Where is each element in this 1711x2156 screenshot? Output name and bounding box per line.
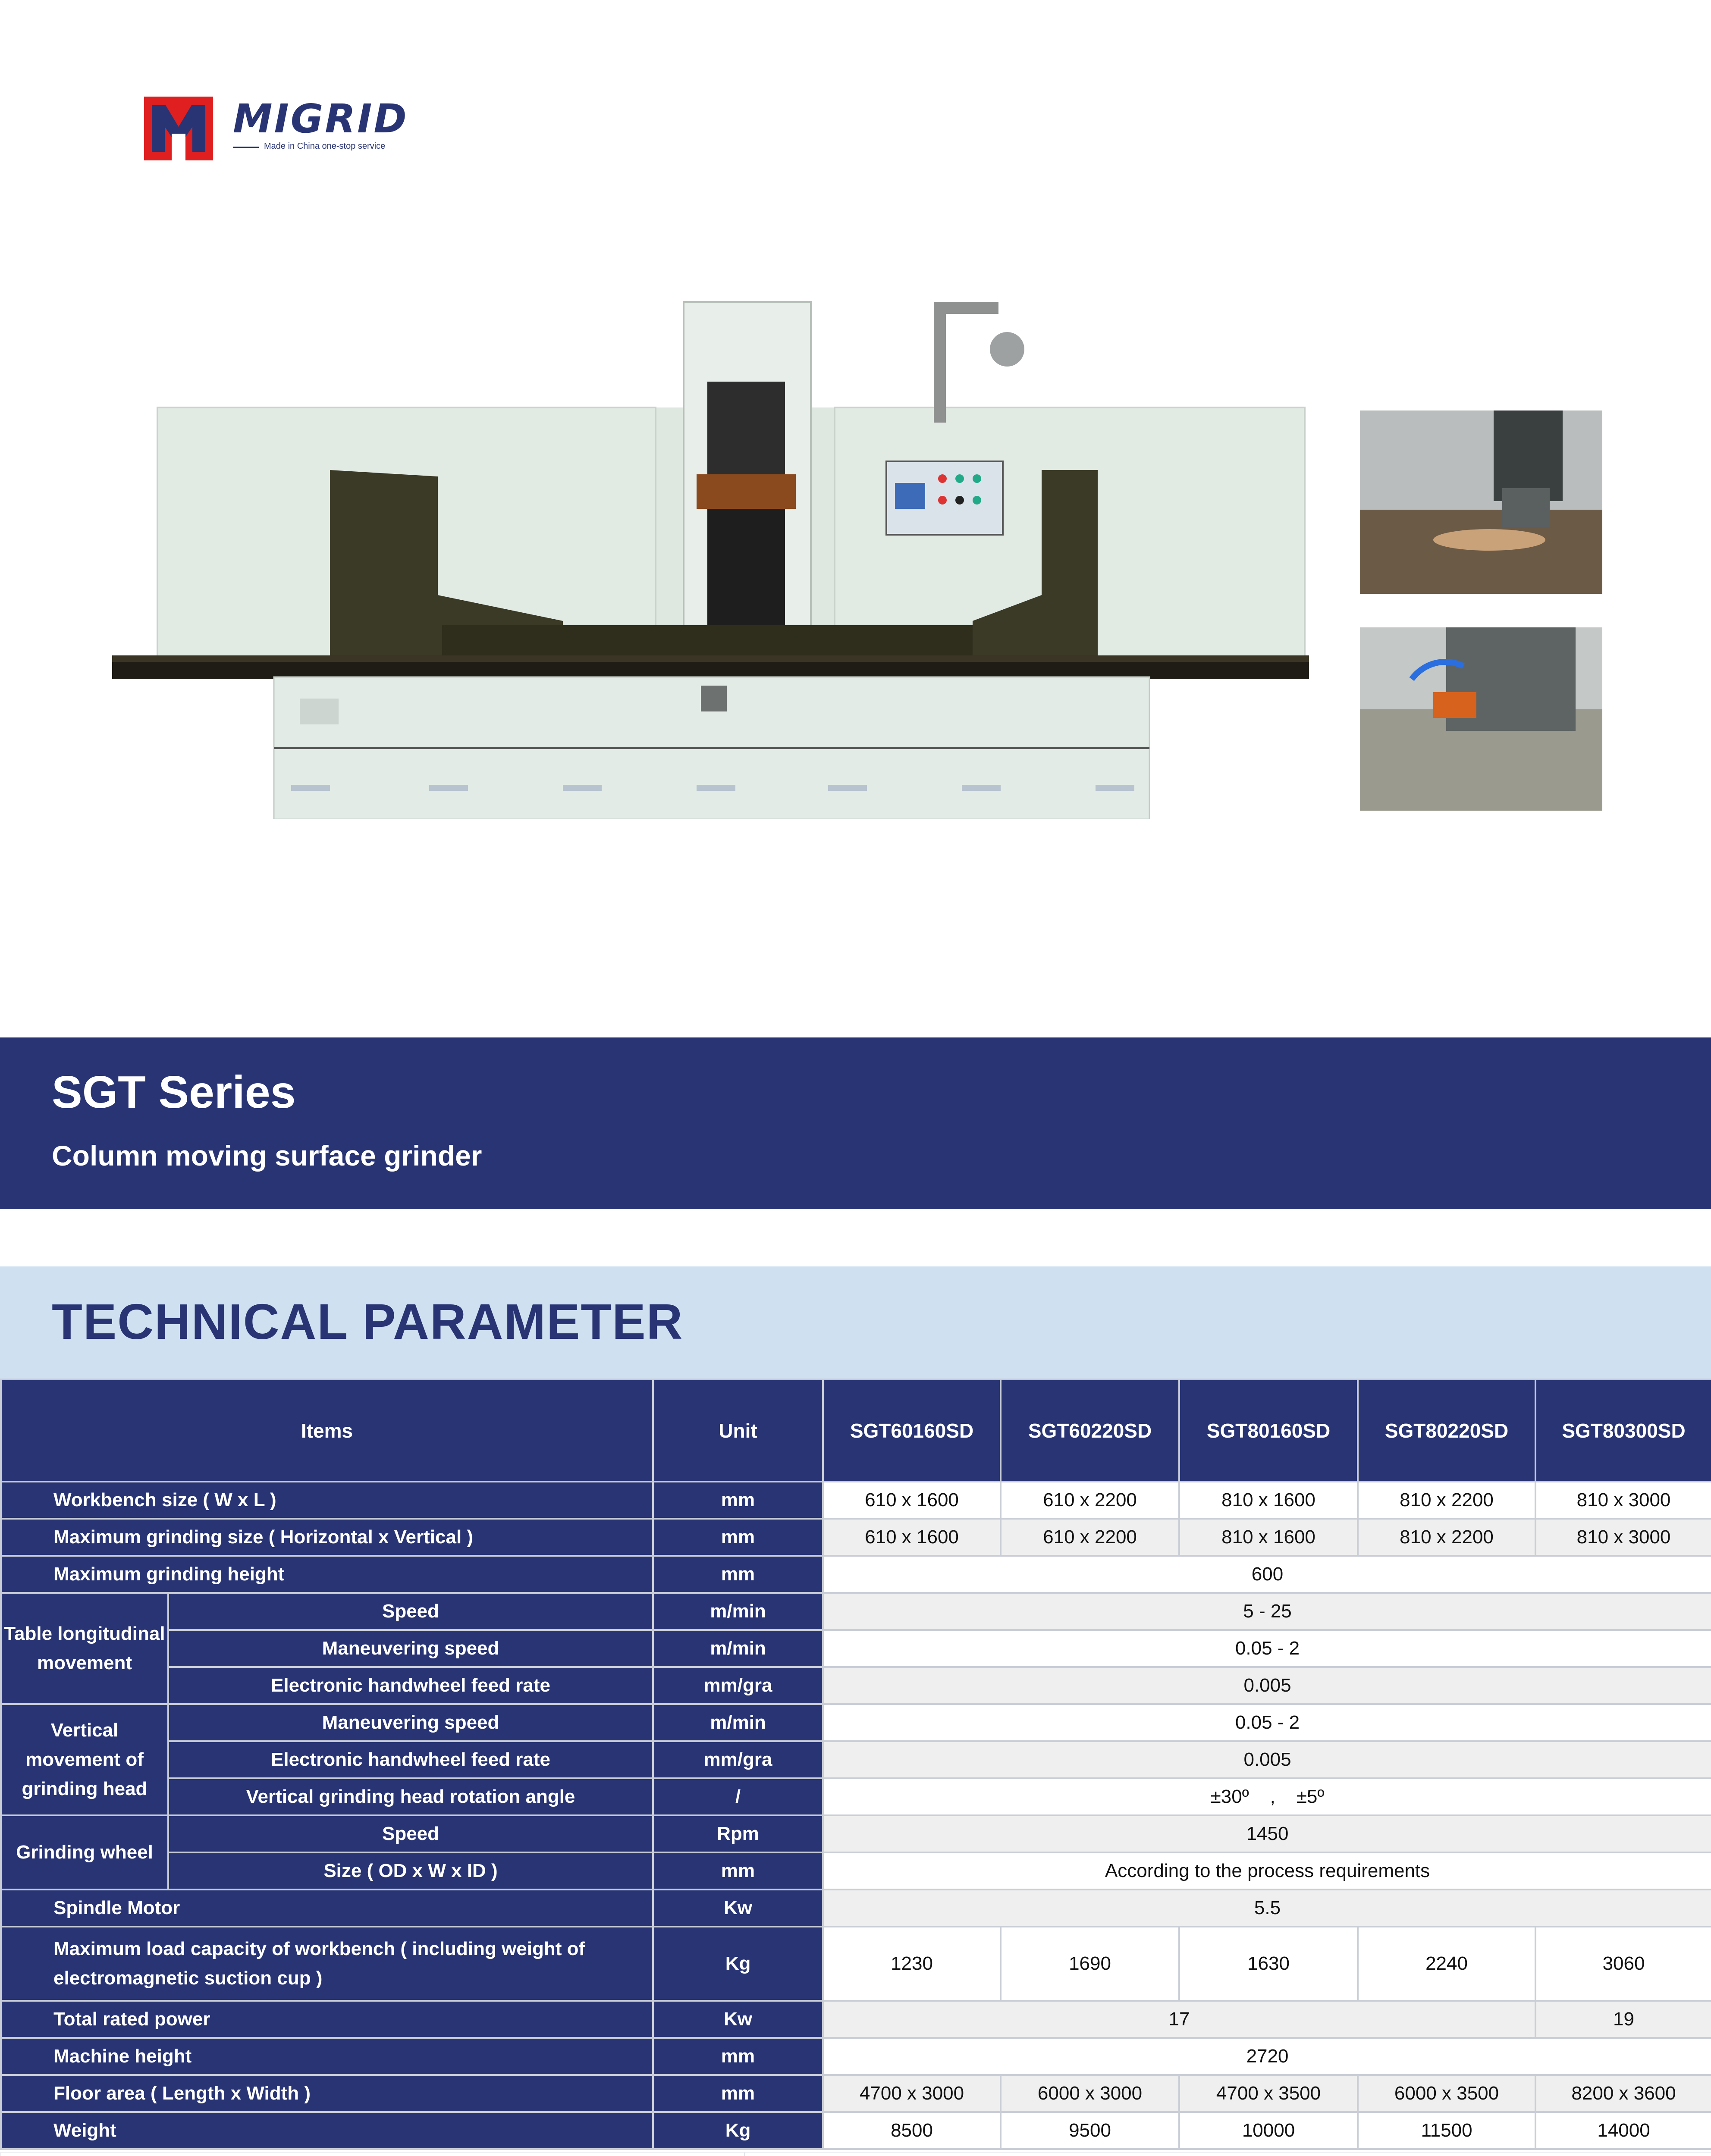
table-row bbox=[1, 1927, 1711, 2001]
grinder-machine-image bbox=[110, 285, 1309, 819]
cell-value: 1690 bbox=[1001, 1927, 1179, 2001]
cell-value: 0.005 bbox=[823, 1741, 1711, 1778]
table-row bbox=[1, 1482, 1711, 1519]
row-label: Electronic handwheel feed rate bbox=[168, 1667, 653, 1704]
row-unit: m/min bbox=[653, 1704, 823, 1741]
cell-value: 1230 bbox=[823, 1927, 1001, 2001]
cell-value: 610 x 2200 bbox=[1001, 1482, 1179, 1519]
row-label: Vertical grinding head rotation angle bbox=[168, 1778, 653, 1815]
spec-table bbox=[0, 1379, 1711, 2150]
row-unit: m/min bbox=[653, 1630, 823, 1667]
row-unit: mm bbox=[653, 2038, 823, 2075]
brand-tagline: Made in China one-stop service bbox=[264, 141, 386, 151]
row-label: Size ( OD x W x ID ) bbox=[168, 1852, 653, 1890]
table-header-row bbox=[1, 1379, 1711, 1482]
row-unit: mm bbox=[653, 1852, 823, 1890]
row-label: Speed bbox=[168, 1815, 653, 1852]
header-model: SGT80300SD bbox=[1535, 1379, 1711, 1482]
cell-value: 0.05 - 2 bbox=[823, 1630, 1711, 1667]
cell-value: 1450 bbox=[823, 1815, 1711, 1852]
row-label: Floor area ( Length x Width ) bbox=[1, 2075, 653, 2112]
series-title: SGT Series bbox=[52, 1067, 296, 1118]
table-row bbox=[1, 1630, 1711, 1667]
row-label: Maneuvering speed bbox=[168, 1630, 653, 1667]
header-model: SGT60160SD bbox=[823, 1379, 1001, 1482]
cell-value: 17 bbox=[823, 2001, 1535, 2038]
header-model: SGT80160SD bbox=[1179, 1379, 1358, 1482]
cell-value: 6000 x 3000 bbox=[1001, 2075, 1179, 2112]
series-subtitle: Column moving surface grinder bbox=[52, 1140, 482, 1172]
row-unit: / bbox=[653, 1778, 823, 1815]
row-unit: Kg bbox=[653, 2112, 823, 2149]
cell-value: 6000 x 3500 bbox=[1358, 2075, 1535, 2112]
cell-value: 11500 bbox=[1358, 2112, 1535, 2149]
cell-value: 4700 x 3000 bbox=[823, 2075, 1001, 2112]
header-model: SGT80220SD bbox=[1358, 1379, 1535, 1482]
cell-value: 810 x 3000 bbox=[1535, 1519, 1711, 1556]
table-row bbox=[1, 2075, 1711, 2112]
row-unit: Kg bbox=[653, 1927, 823, 2001]
accessories-table bbox=[0, 2152, 1711, 2156]
cell-value: 3060 bbox=[1535, 1927, 1711, 2001]
row-label: Total rated power bbox=[1, 2001, 653, 2038]
cell-value: 9500 bbox=[1001, 2112, 1179, 2149]
row-unit: Kw bbox=[653, 2001, 823, 2038]
row-unit: mm bbox=[653, 1482, 823, 1519]
cell-value: 5 - 25 bbox=[823, 1593, 1711, 1630]
row-unit: Kw bbox=[653, 1890, 823, 1927]
cell-value: 810 x 2200 bbox=[1358, 1519, 1535, 1556]
grinding-process-photo bbox=[1360, 411, 1602, 594]
row-label: Spindle Motor bbox=[1, 1890, 653, 1927]
brand-underline bbox=[233, 147, 259, 148]
cell-value: 5.5 bbox=[823, 1890, 1711, 1927]
cell-value: 2240 bbox=[1358, 1927, 1535, 2001]
table-row bbox=[1, 1667, 1711, 1704]
cell-value: 610 x 1600 bbox=[823, 1519, 1001, 1556]
standard-accessory-title bbox=[1, 2152, 744, 2156]
migrid-logo-mark bbox=[144, 97, 213, 160]
tech-parameter-title: TECHNICAL PARAMETER bbox=[52, 1294, 684, 1350]
row-label: Maximum grinding height bbox=[1, 1556, 653, 1593]
row-unit: mm bbox=[653, 2075, 823, 2112]
table-row bbox=[1, 1778, 1711, 1815]
row-label: Machine height bbox=[1, 2038, 653, 2075]
cell-value: 600 bbox=[823, 1556, 1711, 1593]
row-label: Speed bbox=[168, 1593, 653, 1630]
table-row bbox=[1, 2038, 1711, 2075]
table-row bbox=[1, 2001, 1711, 2038]
accessories-header-row bbox=[1, 2152, 1711, 2156]
group-label: Vertical movement of grinding head bbox=[1, 1704, 168, 1815]
optional-accessories-title bbox=[744, 2152, 1711, 2156]
cell-value: 8500 bbox=[823, 2112, 1001, 2149]
cell-value: ±30º , ±5º bbox=[823, 1778, 1711, 1815]
row-label: Maximum load capacity of workbench ( including weight of electromagnetic suction cup ) bbox=[1, 1927, 653, 2001]
row-unit: Rpm bbox=[653, 1815, 823, 1852]
cell-value: 14000 bbox=[1535, 2112, 1711, 2149]
header-items: Items bbox=[1, 1379, 653, 1482]
row-label: Workbench size ( W x L ) bbox=[1, 1482, 653, 1519]
header-model: SGT60220SD bbox=[1001, 1379, 1179, 1482]
group-label: Grinding wheel bbox=[1, 1815, 168, 1890]
table-row bbox=[1, 1852, 1711, 1890]
cell-value: 0.005 bbox=[823, 1667, 1711, 1704]
cell-value: 810 x 1600 bbox=[1179, 1482, 1358, 1519]
row-label: Electronic handwheel feed rate bbox=[168, 1741, 653, 1778]
row-label: Maximum grinding size ( Horizontal x Vertical ) bbox=[1, 1519, 653, 1556]
cell-value: 2720 bbox=[823, 2038, 1711, 2075]
row-unit: mm bbox=[653, 1556, 823, 1593]
table-row bbox=[1, 1704, 1711, 1741]
row-unit: mm bbox=[653, 1519, 823, 1556]
table-row bbox=[1, 1519, 1711, 1556]
cell-value: 19 bbox=[1535, 2001, 1711, 2038]
cell-value: 610 x 1600 bbox=[823, 1482, 1001, 1519]
table-row bbox=[1, 1890, 1711, 1927]
cell-value: 610 x 2200 bbox=[1001, 1519, 1179, 1556]
cell-value: 810 x 2200 bbox=[1358, 1482, 1535, 1519]
cell-value: According to the process requirements bbox=[823, 1852, 1711, 1890]
table-row bbox=[1, 1741, 1711, 1778]
row-label: Weight bbox=[1, 2112, 653, 2149]
cell-value: 810 x 1600 bbox=[1179, 1519, 1358, 1556]
series-banner bbox=[0, 1037, 1711, 1209]
row-unit: mm/gra bbox=[653, 1741, 823, 1778]
table-row bbox=[1, 2112, 1711, 2149]
table-row bbox=[1, 1556, 1711, 1593]
cell-value: 0.05 - 2 bbox=[823, 1704, 1711, 1741]
cell-value: 10000 bbox=[1179, 2112, 1358, 2149]
table-row bbox=[1, 1815, 1711, 1852]
row-unit: mm/gra bbox=[653, 1667, 823, 1704]
header-unit: Unit bbox=[653, 1379, 823, 1482]
grinding-head-closeup-photo bbox=[1360, 627, 1602, 811]
cell-value: 4700 x 3500 bbox=[1179, 2075, 1358, 2112]
cell-value: 1630 bbox=[1179, 1927, 1358, 2001]
row-label: Maneuvering speed bbox=[168, 1704, 653, 1741]
group-label: Table longitudinal movement bbox=[1, 1593, 168, 1704]
brand-name: MIGRID bbox=[233, 96, 408, 142]
cell-value: 8200 x 3600 bbox=[1535, 2075, 1711, 2112]
cell-value: 810 x 3000 bbox=[1535, 1482, 1711, 1519]
table-row bbox=[1, 1593, 1711, 1630]
row-unit: m/min bbox=[653, 1593, 823, 1630]
